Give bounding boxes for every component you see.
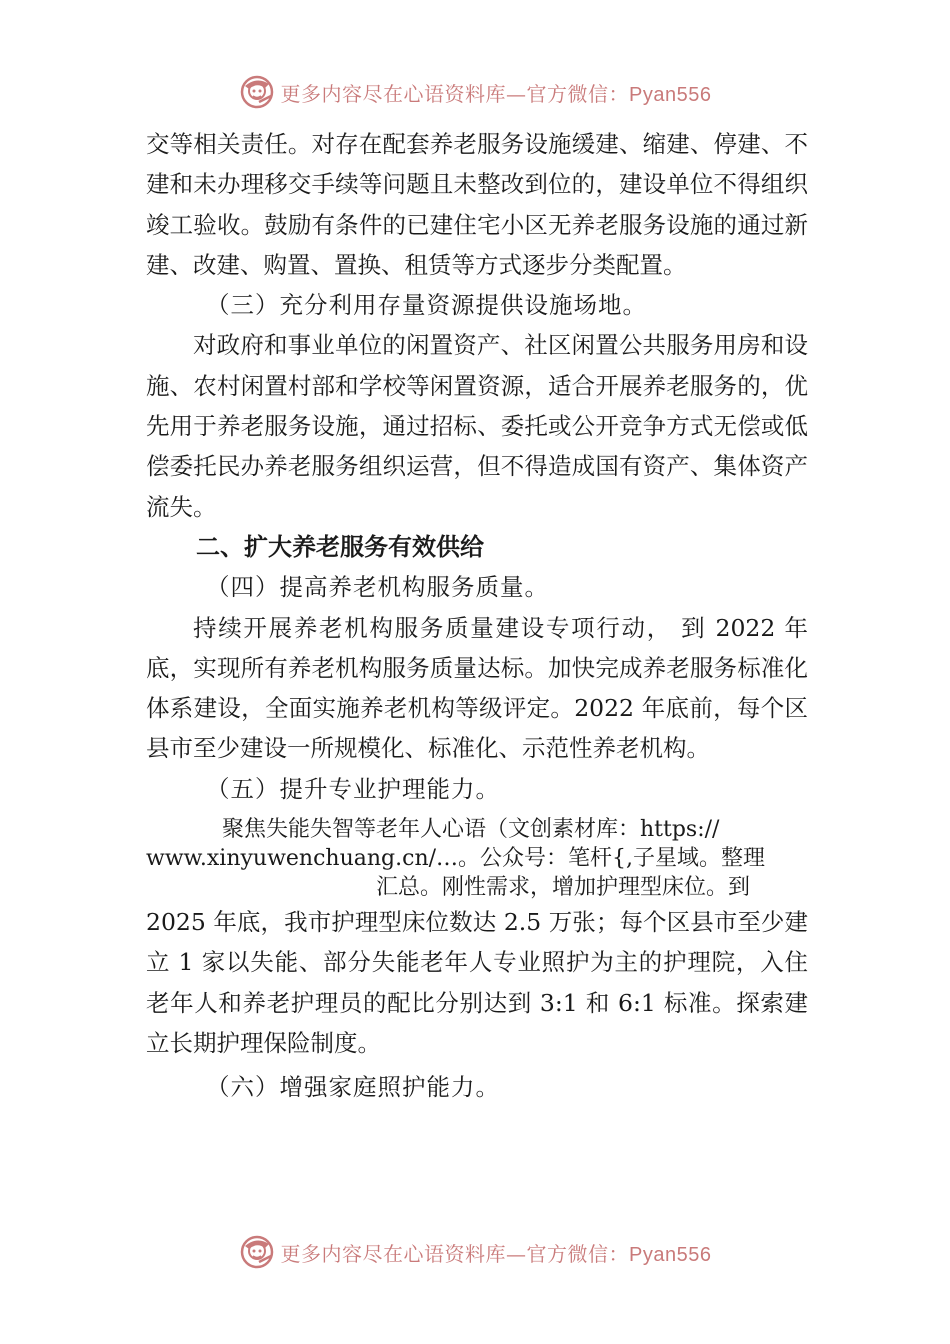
paragraph-line: 聚焦失能失智等老年人心语（文创素材库：https:// [222,817,720,843]
section-heading: （三）充分利用存量资源提供设施场地。 [206,291,647,320]
paragraph-with-inserted-text [146,815,808,902]
watermark-text: 更多内容尽在心语资料库—官方微信：Pyan556 [280,81,712,106]
document-body [146,124,808,1108]
watermark-text: 更多内容尽在心语资料库—官方微信：Pyan556 [280,1241,712,1266]
paragraph: 2025 年底，我市护理型床位数达 2.5 万张；每个区县市至少建立 1 家以失能、部分失能老年人专业照护为主的护理院，入住老年人和养老护理员的配比分别达到 3:1 和 6:1 标准。探索建立长期护理保险制度。 [146,908,808,1057]
section-heading: （五）提升专业护理能力。 [206,774,500,803]
chapter-heading: 二、扩大养老服务有效供给 [196,532,484,561]
paragraph-line: 汇总。刚性需求，增加护理型床位。到 [376,875,751,901]
cartoon-head-logo-icon [239,74,275,110]
paragraph-line: www.xinyuwenchuang.cn/…。公众号：笔杆{,子星域。整理 [146,846,766,872]
section-heading: （四）提高养老机构服务质量。 [206,573,549,602]
paragraph: 对政府和事业单位的闲置资产、社区闲置公共服务用房和设施、农村闲置村部和学校等闲置资源，适合开展养老服务的，优先用于养老服务设施，通过招标、委托或公开竞争方式无偿或低偿委托民办养老服务组织运营，但不得造成国有资产、集体资产流失。 [146,331,808,521]
section-heading: （六）增强家庭照护能力。 [206,1073,500,1102]
paragraph: 持续开展养老机构服务质量建设专项行动， 到 2022 年底，实现所有养老机构服务质量达标。加快完成养老服务标准化体系建设，全面实施养老机构等级评定。2022 年底前，每个区县市至少建设一所规模化、标准化、示范性养老机构。 [146,613,808,763]
cartoon-head-logo-icon [239,1234,275,1270]
header-watermark [0,72,950,112]
paragraph: 交等相关责任。对存在配套养老服务设施缓建、缩建、停建、不建和未办理移交手续等问题且未整改到位的，建设单位不得组织竣工验收。鼓励有条件的已建住宅小区无养老服务设施的通过新建、改建、购置、置换、租赁等方式逐步分类配置。 [146,130,808,279]
footer-watermark [0,1232,950,1272]
